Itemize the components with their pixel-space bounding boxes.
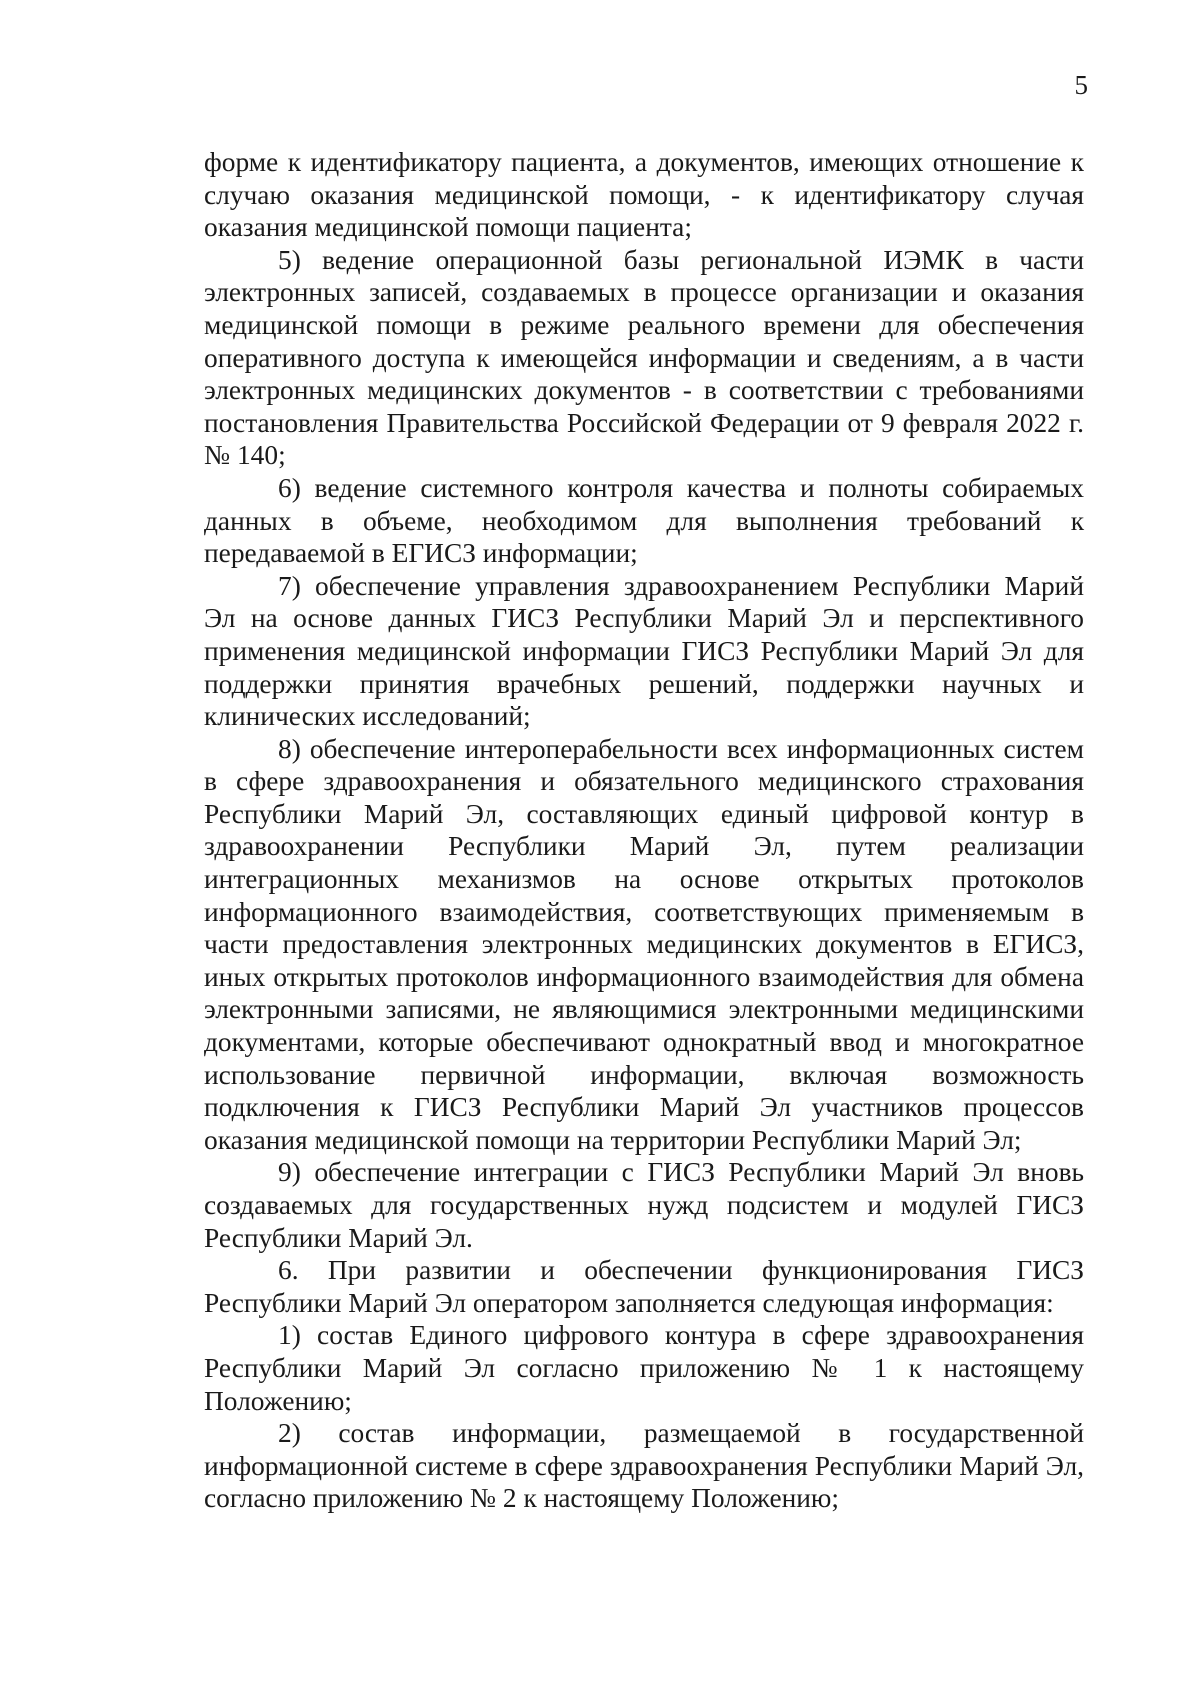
page-number: 5 xyxy=(1074,70,1088,100)
paragraph-item-7: 7) обеспечение управления здравоохранением Республики Марий Эл на основе данных ГИСЗ Республики Марий Эл и перспективного применения медицинской информации ГИСЗ Республики Марий Эл для поддержки принятия врачебных решений, поддержки научных и клинических исследований; xyxy=(204,570,1084,732)
paragraph-item-6: 6) ведение системного контроля качества и полноты собираемых данных в объеме, необходимом для выполнения требований к передаваемой в ЕГИСЗ информации; xyxy=(204,472,1084,569)
paragraph-item-5: 5) ведение операционной базы региональной ИЭМК в части электронных записей, создаваемых в процессе организации и оказания медицинской помощи в режиме реального времени для обеспечения оперативного доступа к имеющейся информации и сведениям, а в части электронных медицинских документов - в соответствии с требованиями постановления Правительства Российской Федерации от 9 февраля 2022 г. № 140; xyxy=(204,244,1084,471)
paragraph-continuation: форме к идентификатору пациента, а документов, имеющих отношение к случаю оказания медицинской помощи, - к идентификатору случая оказания медицинской помощи пациента; xyxy=(204,147,1084,243)
document-body xyxy=(204,146,1084,1515)
paragraph-item-8: 8) обеспечение интероперабельности всех информационных систем в сфере здравоохранения и обязательного медицинского страхования Республики Марий Эл, составляющих единый цифровой контур в здравоохранении Республики Марий Эл, путем реализации интеграционных механизмов на основе открытых протоколов информационного взаимодействия, соответствующих применяемым в части предоставления электронных медицинских документов в ЕГИСЗ, иных открытых протоколов информационного взаимодействия для обмена электронными записями, не являющимися электронными медицинскими документами, которые обеспечивают однократный ввод и многократное использование первичной информации, включая возможность подключения к ГИСЗ Республики Марий Эл участников процессов оказания медицинской помощи на территории Республики Марий Эл; xyxy=(204,733,1084,1155)
paragraph-section-6: 6. При развитии и обеспечении функционирования ГИСЗ Республики Марий Эл оператором заполняется следующая информация: xyxy=(204,1255,1084,1318)
paragraph-item-9: 9) обеспечение интеграции с ГИСЗ Республики Марий Эл вновь создаваемых для государственных нужд подсистем и модулей ГИСЗ Республики Марий Эл. xyxy=(204,1157,1084,1253)
paragraph-subitem-1: 1) состав Единого цифрового контура в сфере здравоохранения Республики Марий Эл согласно приложению № 1 к настоящему Положению; xyxy=(204,1320,1084,1416)
paragraph-subitem-2: 2) состав информации, размещаемой в государственной информационной системе в сфере здравоохранения Республики Марий Эл, согласно приложению № 2 к настоящему Положению; xyxy=(204,1418,1084,1514)
